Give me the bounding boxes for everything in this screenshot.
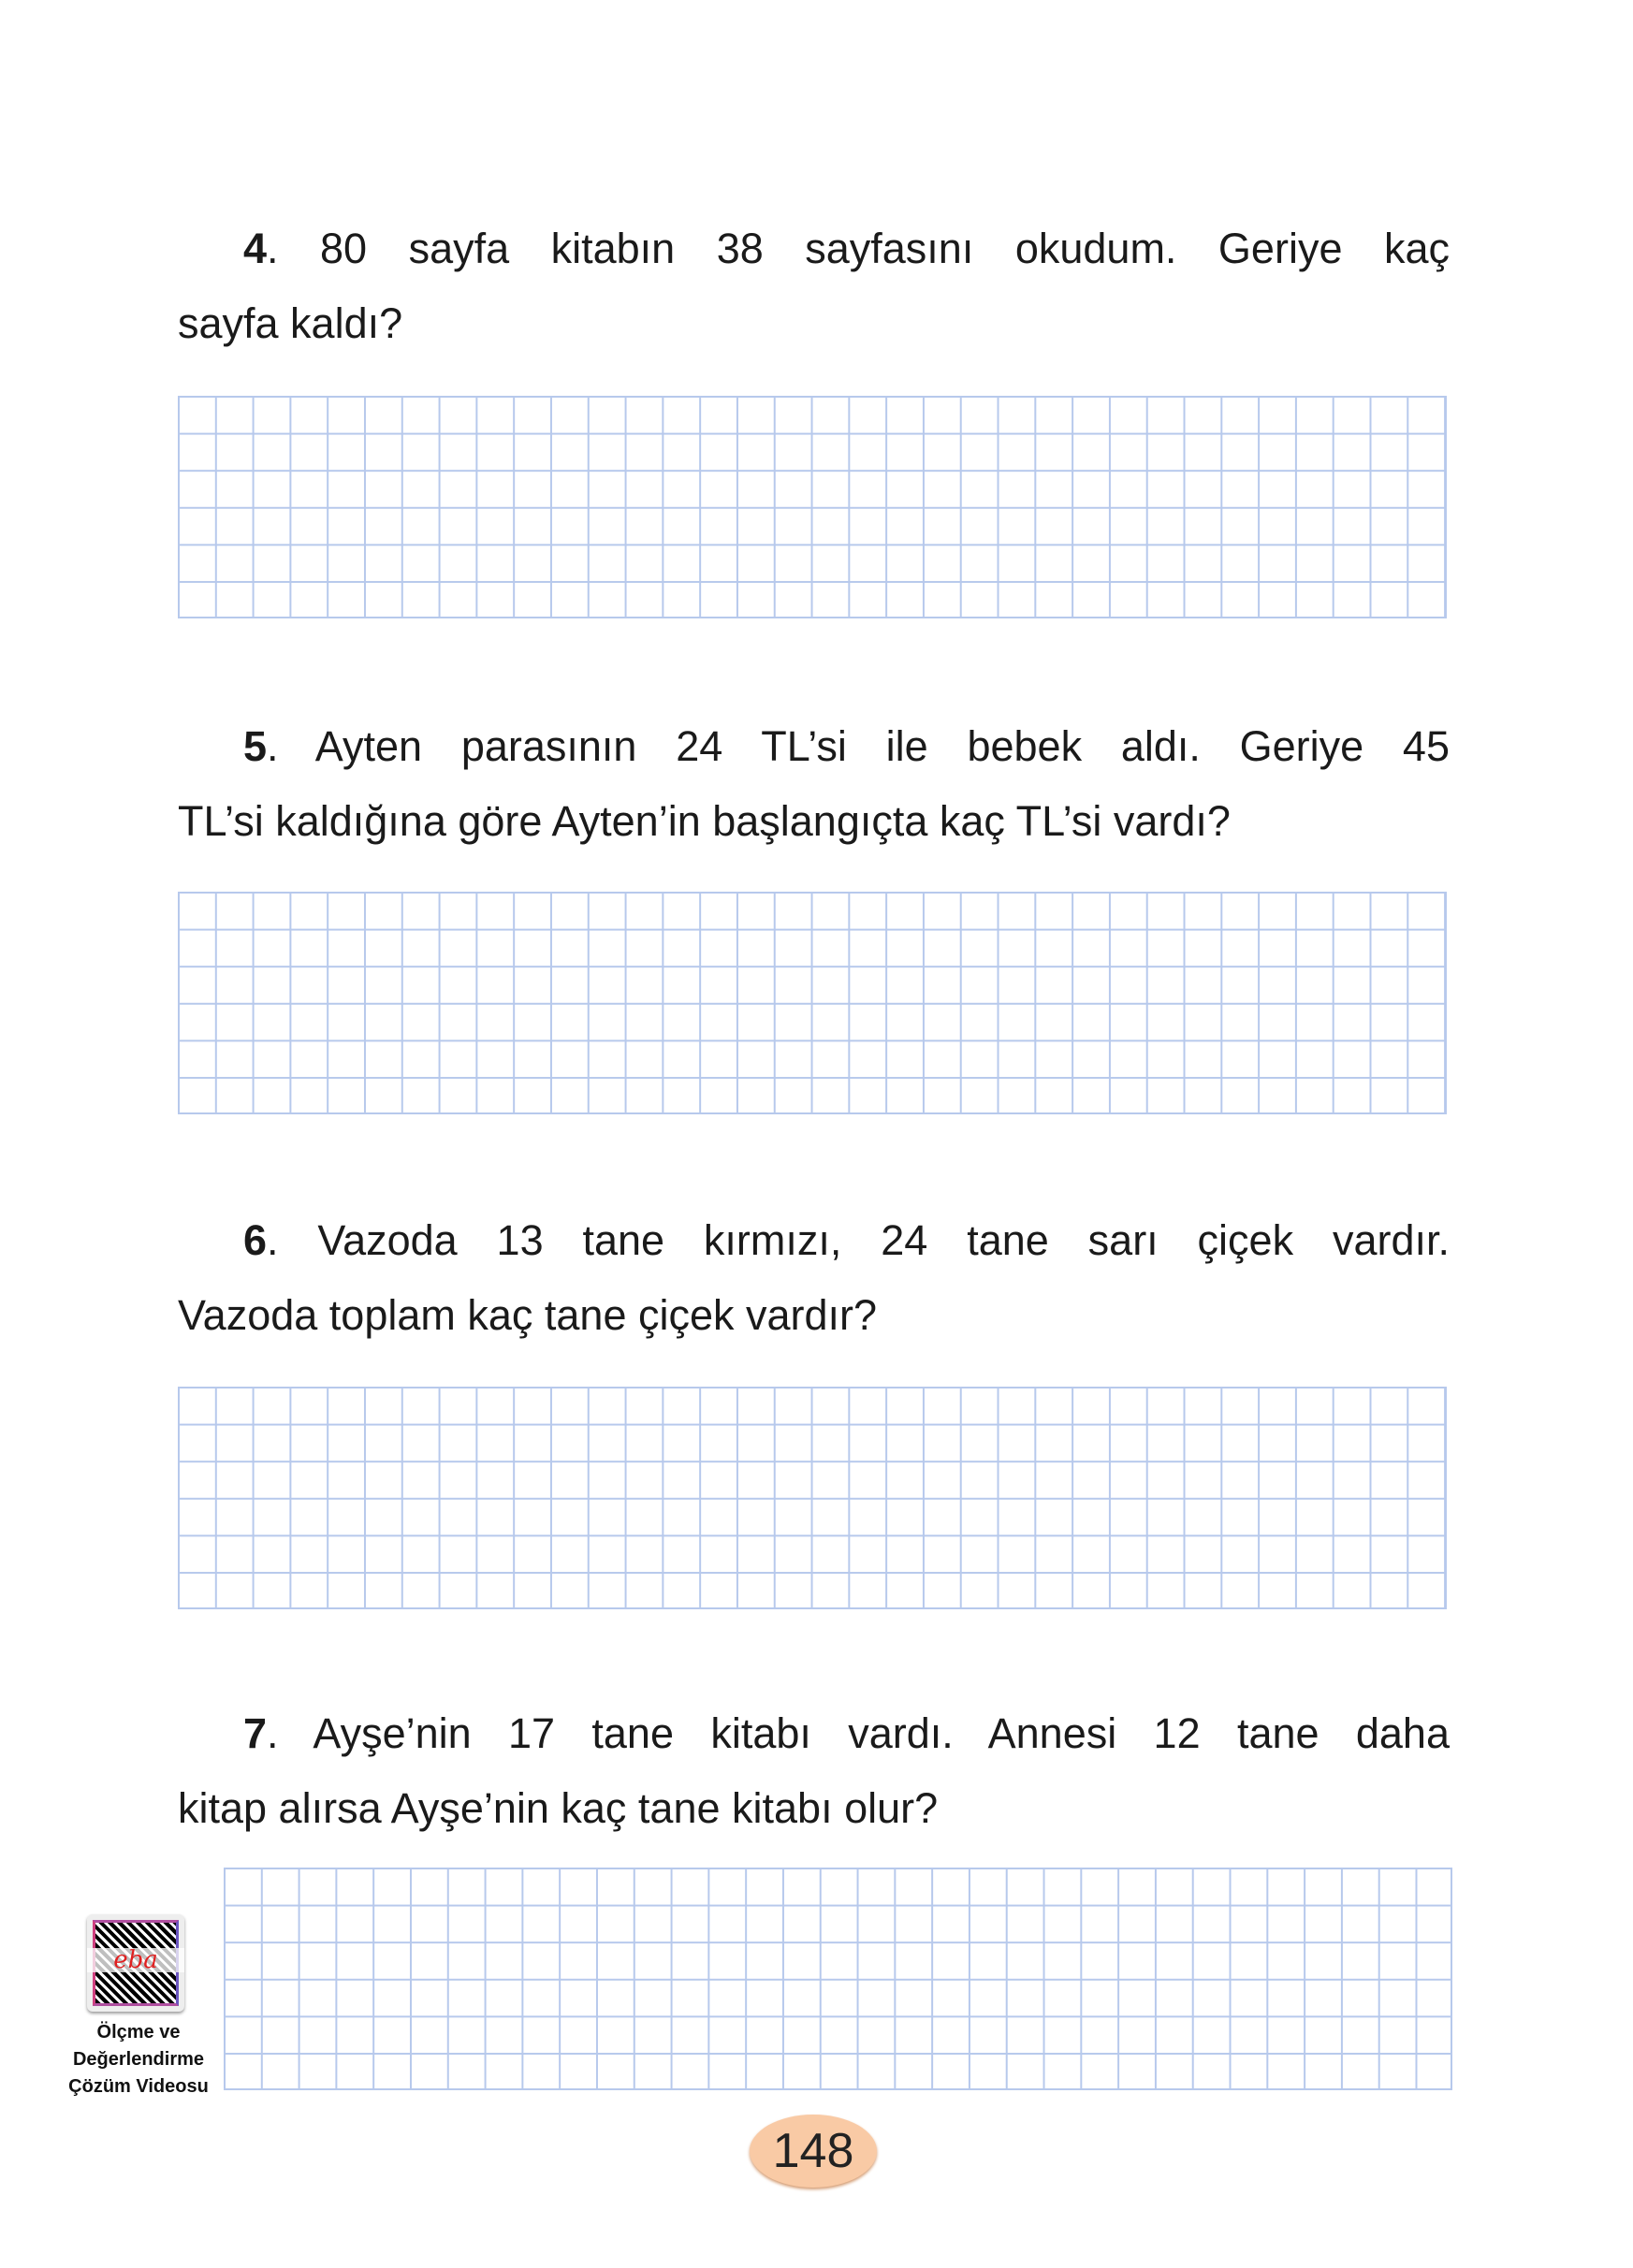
answer-grid-5[interactable] — [178, 892, 1447, 1114]
question-text: . Ayşe’nin 17 tane kitabı vardı. Annesi 12 tane daha — [267, 1709, 1450, 1757]
question-5 — [178, 709, 1450, 859]
question-6 — [178, 1203, 1450, 1353]
answer-grid-7[interactable] — [224, 1868, 1452, 2090]
question-text-cont: kitap alırsa Ayşe’nin kaç tane kitabı olur? — [178, 1784, 939, 1832]
qr-code[interactable] — [87, 1914, 184, 2012]
question-text-cont: TL’si kaldığına göre Ayten’in başlangıçta kaç TL’si vardı? — [178, 797, 1231, 845]
question-number: 7 — [243, 1709, 268, 1757]
question-number: 5 — [243, 722, 268, 770]
qr-caption-line: Ölçme ve — [96, 2022, 181, 2043]
qr-caption — [56, 2019, 221, 2101]
question-4 — [178, 211, 1450, 361]
answer-grid-4[interactable] — [178, 396, 1447, 618]
question-text-cont: sayfa kaldı? — [178, 299, 403, 347]
qr-caption-line: Çözüm Videosu — [68, 2076, 209, 2097]
answer-grid-6[interactable] — [178, 1387, 1447, 1609]
question-text-cont: Vazoda toplam kaç tane çiçek vardır? — [178, 1291, 878, 1339]
eba-logo: eba — [87, 1948, 184, 1972]
question-number: 6 — [243, 1216, 268, 1264]
question-text: . Vazoda 13 tane kırmızı, 24 tane sarı çiçek vardır. — [267, 1216, 1450, 1264]
question-text: . 80 sayfa kitabın 38 sayfasını okudum. Geriye kaç — [267, 225, 1450, 272]
question-7 — [178, 1696, 1450, 1846]
qr-caption-line: Değerlendirme — [72, 2049, 205, 2070]
page-number: 148 — [750, 2115, 877, 2188]
question-text: . Ayten parasının 24 TL’si ile bebek aldı. Geriye 45 — [267, 722, 1450, 770]
question-number: 4 — [243, 225, 268, 272]
